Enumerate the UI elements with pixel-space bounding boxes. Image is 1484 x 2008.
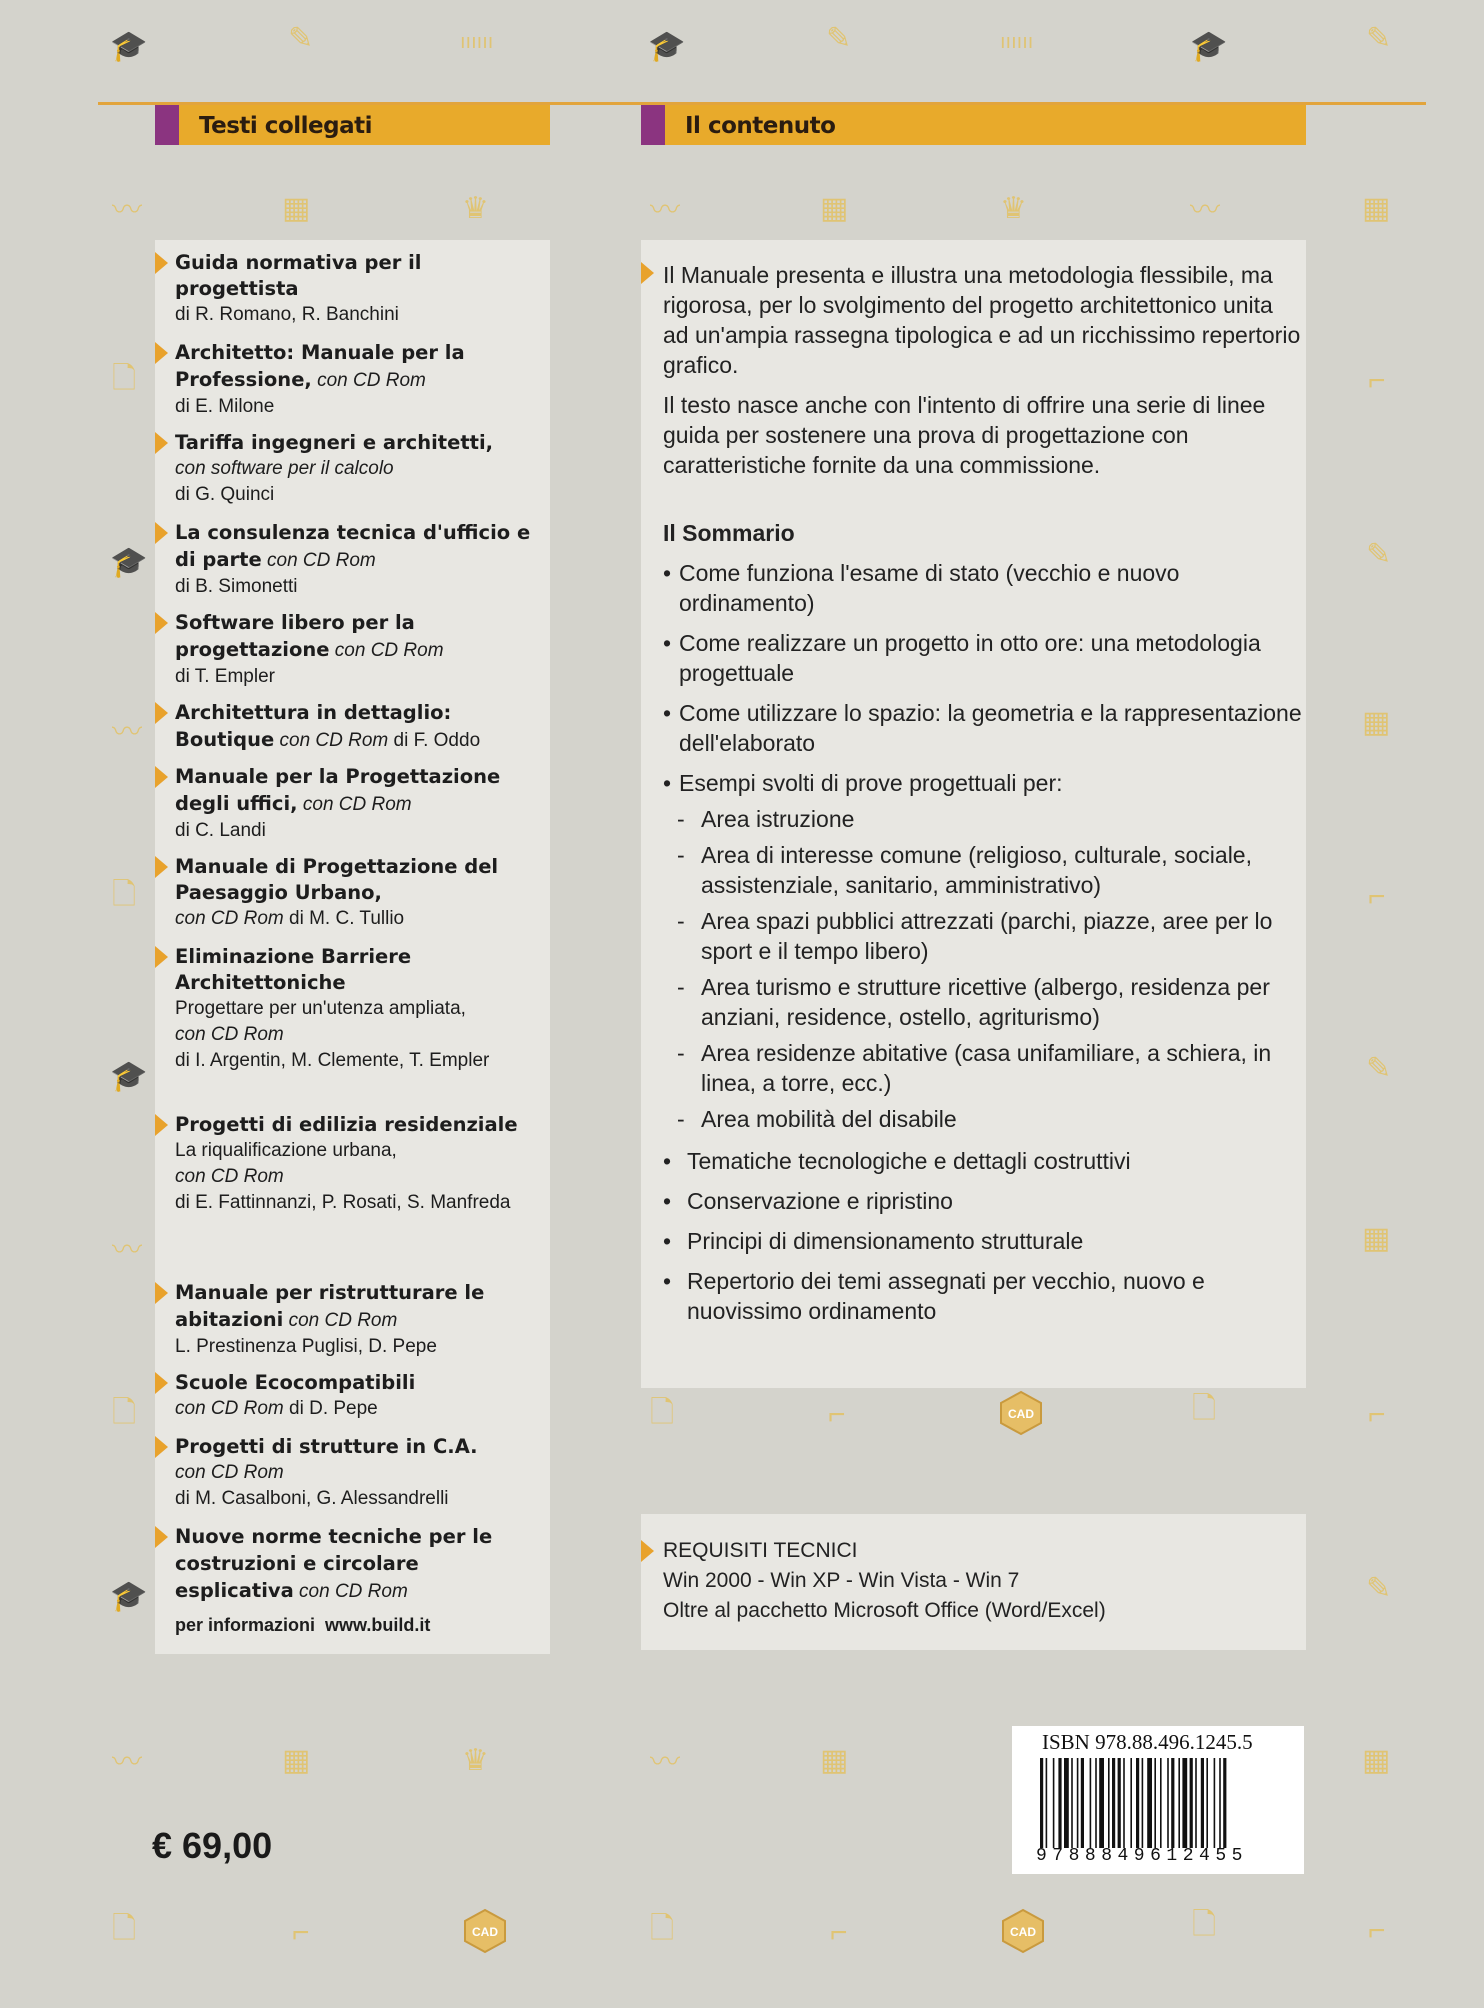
book-title: Progetti di edilizia residenziale bbox=[175, 1113, 518, 1136]
pencil-icon: ✎ bbox=[1366, 1572, 1392, 1605]
wave-icon: 〰 bbox=[1190, 194, 1220, 227]
crown-icon: ♛ bbox=[462, 1744, 489, 1777]
website-link[interactable]: www.build.it bbox=[325, 1615, 431, 1635]
book-title: La consulenza tecnica d'ufficio e di parte bbox=[175, 521, 531, 571]
arrow-icon bbox=[155, 1282, 168, 1304]
arrow-icon bbox=[155, 252, 168, 274]
summary-subitem: - Area turismo e strutture ricettive (albergo, residenza per anziani, residence, ostello, agriturismo) bbox=[663, 972, 1303, 1032]
pencil-icon: ✎ bbox=[1366, 538, 1392, 571]
book-author: di D. Pepe bbox=[289, 1398, 378, 1419]
barcode-bar bbox=[1130, 1758, 1132, 1848]
book-item bbox=[175, 1280, 535, 1360]
barcode-bar bbox=[1090, 1758, 1092, 1848]
summary-title: Il Sommario bbox=[663, 520, 795, 546]
header-accent bbox=[641, 105, 665, 145]
arrow-icon bbox=[155, 522, 168, 544]
cad-hexagon-icon bbox=[462, 1908, 508, 1954]
book-format: con CD Rom bbox=[175, 1024, 284, 1045]
book-item bbox=[175, 520, 535, 600]
book-author: di G. Quinci bbox=[175, 484, 275, 505]
barcode-bar bbox=[1206, 1758, 1208, 1848]
content-text bbox=[663, 260, 1303, 1326]
book-item bbox=[175, 1434, 535, 1512]
summary-item: • Come realizzare un progetto in otto ore: una metodologia progettuale bbox=[663, 628, 1303, 688]
book-subtitle: La riqualificazione urbana, bbox=[175, 1140, 397, 1161]
book-author: di T. Empler bbox=[175, 666, 275, 687]
barcode-bar bbox=[1182, 1758, 1187, 1848]
graduation-cap-icon: 🎓 bbox=[110, 30, 148, 63]
book-item bbox=[175, 854, 535, 932]
graduation-cap-icon: 🎓 bbox=[1190, 30, 1228, 63]
book-title: Tariffa ingegneri e architetti, bbox=[175, 431, 494, 454]
barcode-bar bbox=[1167, 1758, 1169, 1848]
arrow-icon bbox=[155, 702, 168, 724]
book-author: di M. Casalboni, G. Alessandrelli bbox=[175, 1488, 449, 1509]
book-item bbox=[175, 430, 535, 508]
wave-icon: 〰 bbox=[112, 1234, 142, 1267]
pencil-icon: ✎ bbox=[826, 22, 852, 55]
wave-icon: 〰 bbox=[650, 194, 680, 227]
ruler-icon: ıııııı bbox=[460, 31, 494, 53]
svg-text:CAD: CAD bbox=[472, 1925, 498, 1939]
summary-item: • Conservazione e ripristino bbox=[663, 1186, 1303, 1216]
left-section-header bbox=[155, 105, 550, 145]
book-author: L. Prestinenza Puglisi, D. Pepe bbox=[175, 1336, 437, 1357]
barcode-bar bbox=[1123, 1758, 1125, 1848]
arrow-icon bbox=[641, 1540, 654, 1562]
frame-icon: ⌐ bbox=[1368, 1398, 1386, 1431]
frame-icon: ⌐ bbox=[1368, 1914, 1386, 1947]
price: € 69,00 bbox=[152, 1825, 273, 1866]
cad-hexagon-icon bbox=[1000, 1908, 1046, 1954]
book-item bbox=[175, 700, 535, 754]
graduation-cap-icon: 🎓 bbox=[110, 1580, 148, 1613]
frame-icon: ⌐ bbox=[1368, 880, 1386, 913]
grid-icon: ▦ bbox=[282, 1744, 311, 1777]
book-item bbox=[175, 944, 535, 1074]
book-format: con CD Rom bbox=[317, 370, 426, 391]
barcode-digits: 9788849612455 bbox=[1036, 1846, 1248, 1866]
barcode-bar bbox=[1178, 1758, 1180, 1848]
barcode-box bbox=[1012, 1726, 1304, 1874]
book-title: Architettura in dettaglio: Boutique bbox=[175, 701, 452, 751]
graduation-cap-icon: 🎓 bbox=[648, 30, 686, 63]
book-author: di E. Milone bbox=[175, 396, 275, 417]
document-icon: 🗋 bbox=[1192, 1392, 1217, 1425]
info-label: per informazioni bbox=[175, 1615, 316, 1635]
book-author: di I. Argentin, M. Clemente, T. Empler bbox=[175, 1050, 490, 1071]
document-icon: 🗋 bbox=[1192, 1908, 1217, 1941]
book-author: di R. Romano, R. Banchini bbox=[175, 304, 399, 325]
barcode-bar bbox=[1171, 1758, 1174, 1848]
barcode-bar bbox=[1201, 1758, 1204, 1848]
arrow-icon bbox=[155, 946, 168, 968]
header-accent bbox=[155, 105, 179, 145]
book-item bbox=[175, 340, 535, 420]
book-title: Eliminazione Barriere Architettoniche bbox=[175, 945, 412, 994]
summary-subitem: - Area mobilità del disabile bbox=[663, 1104, 1303, 1134]
requirements-software: Oltre al pacchetto Microsoft Office (Word/Excel) bbox=[663, 1599, 1106, 1622]
barcode-bar bbox=[1214, 1758, 1216, 1848]
book-title: Nuove norme tecniche per le costruzioni e circolare esplicativa bbox=[175, 1525, 493, 1602]
barcode bbox=[1040, 1758, 1290, 1854]
book-subtitle: Progettare per un'utenza ampliata, bbox=[175, 998, 466, 1019]
barcode-bar bbox=[1099, 1758, 1104, 1848]
related-books-panel bbox=[155, 240, 550, 1654]
barcode-bar bbox=[1190, 1758, 1193, 1848]
summary-subitem: - Area istruzione bbox=[663, 804, 1303, 834]
book-title: Progetti di strutture in C.A. bbox=[175, 1435, 478, 1458]
barcode-bar bbox=[1077, 1758, 1079, 1848]
barcode-bar bbox=[1058, 1758, 1061, 1848]
book-format: con CD Rom bbox=[334, 640, 444, 661]
grid-icon: ▦ bbox=[820, 1744, 849, 1777]
document-icon: 🗋 bbox=[112, 1396, 137, 1429]
intro-paragraph: Il testo nasce anche con l'intento di offrire una serie di linee guida per sostenere una prova di progettazione con caratteristiche fornite da una commissione. bbox=[663, 392, 1266, 478]
book-author: di M. C. Tullio bbox=[289, 908, 405, 929]
grid-icon: ▦ bbox=[1362, 192, 1391, 225]
frame-icon: ⌐ bbox=[1368, 364, 1386, 397]
document-icon: 🗋 bbox=[650, 1396, 675, 1429]
book-item bbox=[175, 1370, 535, 1422]
frame-icon: ⌐ bbox=[292, 1916, 310, 1949]
wave-icon: 〰 bbox=[112, 194, 142, 227]
barcode-bar bbox=[1118, 1758, 1121, 1848]
book-format: con CD Rom bbox=[175, 1462, 284, 1483]
arrow-icon bbox=[641, 262, 654, 284]
book-author: di E. Fattinnanzi, P. Rosati, S. Manfreda bbox=[175, 1192, 511, 1213]
barcode-bar bbox=[1142, 1758, 1144, 1848]
barcode-bar bbox=[1223, 1758, 1226, 1848]
summary-item: • Come funziona l'esame di stato (vecchio e nuovo ordinamento) bbox=[663, 558, 1303, 618]
book-item bbox=[175, 1112, 535, 1216]
book-author: di C. Landi bbox=[175, 820, 266, 841]
requirements-text bbox=[663, 1536, 1303, 1626]
summary-item: • Come utilizzare lo spazio: la geometria e la rappresentazione dell'elaborato bbox=[663, 698, 1303, 758]
frame-icon: ⌐ bbox=[830, 1916, 848, 1949]
book-format: con CD Rom bbox=[299, 1581, 408, 1602]
barcode-bar bbox=[1046, 1758, 1048, 1848]
barcode-bar bbox=[1154, 1758, 1156, 1848]
book-format: con CD Rom bbox=[175, 1166, 284, 1187]
requirements-panel bbox=[641, 1514, 1306, 1650]
arrow-icon bbox=[155, 766, 168, 788]
summary-subitem: - Area residenze abitative (casa unifamiliare, a schiera, in linea, a torre, ecc.) bbox=[663, 1038, 1303, 1098]
summary-item: • Tematiche tecnologiche e dettagli costruttivi bbox=[663, 1146, 1303, 1176]
arrow-icon bbox=[155, 612, 168, 634]
wave-icon: 〰 bbox=[650, 1746, 680, 1779]
book-format: con CD Rom bbox=[175, 1398, 284, 1419]
barcode-bar bbox=[1219, 1758, 1221, 1848]
book-title: Manuale per ristrutturare le abitazioni bbox=[175, 1281, 485, 1331]
barcode-bar bbox=[1053, 1758, 1055, 1848]
book-title: Guida normativa per il progettista bbox=[175, 251, 422, 300]
graduation-cap-icon: 🎓 bbox=[110, 546, 148, 579]
summary-item: • Repertorio dei temi assegnati per vecchio, nuovo e nuovissimo ordinamento bbox=[663, 1266, 1303, 1326]
pencil-icon: ✎ bbox=[1366, 22, 1392, 55]
crown-icon: ♛ bbox=[1000, 192, 1027, 225]
content-panel bbox=[641, 240, 1306, 1388]
book-title: Manuale di Progettazione del Paesaggio Urbano, bbox=[175, 855, 499, 904]
barcode-bar bbox=[1147, 1758, 1152, 1848]
arrow-icon bbox=[155, 432, 168, 454]
document-icon: 🗋 bbox=[112, 878, 137, 911]
arrow-icon bbox=[155, 1114, 168, 1136]
wave-icon: 〰 bbox=[112, 1746, 142, 1779]
pencil-icon: ✎ bbox=[1366, 1052, 1392, 1085]
crown-icon: ♛ bbox=[462, 192, 489, 225]
summary-subitem: - Area spazi pubblici attrezzati (parchi, piazze, aree per lo sport e il tempo libero) bbox=[663, 906, 1303, 966]
barcode-bar bbox=[1081, 1758, 1084, 1848]
graduation-cap-icon: 🎓 bbox=[110, 1060, 148, 1093]
grid-icon: ▦ bbox=[820, 192, 849, 225]
frame-icon: ⌐ bbox=[828, 1398, 846, 1431]
book-title: Scuole Ecocompatibili bbox=[175, 1371, 416, 1394]
ruler-icon: ıııııı bbox=[1000, 31, 1034, 53]
wave-icon: 〰 bbox=[112, 716, 142, 749]
barcode-bar bbox=[1071, 1758, 1073, 1848]
book-item bbox=[175, 250, 535, 328]
barcode-bar bbox=[1112, 1758, 1115, 1848]
book-format: con CD Rom bbox=[288, 1310, 398, 1331]
svg-text:CAD: CAD bbox=[1010, 1925, 1036, 1939]
book-format: con CD Rom bbox=[175, 908, 284, 929]
grid-icon: ▦ bbox=[282, 192, 311, 225]
publisher-info bbox=[175, 1612, 535, 1638]
barcode-bar bbox=[1108, 1758, 1110, 1848]
book-format: con CD Rom bbox=[267, 550, 376, 571]
book-title: Manuale per la Progettazione degli uffici, bbox=[175, 765, 501, 815]
book-format: con CD Rom bbox=[279, 730, 389, 751]
book-item bbox=[175, 1524, 535, 1605]
book-title: Architetto: Manuale per la Professione, bbox=[175, 341, 465, 391]
barcode-bar bbox=[1064, 1758, 1069, 1848]
intro-paragraph: Il Manuale presenta e illustra una metodologia flessibile, ma rigorosa, per lo svolgimento del progetto architettonico unita ad un'ampia rassegna tipologica e ad un ricchissimo repertorio grafico. bbox=[663, 262, 1301, 378]
arrow-icon bbox=[155, 1372, 168, 1394]
right-header-title: Il contenuto bbox=[685, 113, 836, 139]
barcode-bar bbox=[1040, 1758, 1043, 1848]
arrow-icon bbox=[155, 1526, 168, 1548]
isbn-text: ISBN 978.88.496.1245.5 bbox=[1042, 1730, 1253, 1754]
right-section-header bbox=[641, 105, 1306, 145]
grid-icon: ▦ bbox=[1362, 706, 1391, 739]
document-icon: 🗋 bbox=[650, 1912, 675, 1945]
barcode-bar bbox=[1195, 1758, 1197, 1848]
book-item bbox=[175, 764, 535, 844]
book-item bbox=[175, 610, 535, 690]
summary-item: • Esempi svolti di prove progettuali per: bbox=[663, 768, 1303, 798]
arrow-icon bbox=[155, 1436, 168, 1458]
grid-icon: ▦ bbox=[1362, 1222, 1391, 1255]
barcode-bar bbox=[1160, 1758, 1162, 1848]
document-icon: 🗋 bbox=[112, 1912, 137, 1945]
barcode-bar bbox=[1095, 1758, 1097, 1848]
arrow-icon bbox=[155, 342, 168, 364]
grid-icon: ▦ bbox=[1362, 1744, 1391, 1777]
pencil-icon: ✎ bbox=[288, 22, 314, 55]
book-title: Software libero per la progettazione bbox=[175, 611, 415, 661]
book-format: con software per il calcolo bbox=[175, 458, 394, 479]
document-icon: 🗋 bbox=[112, 362, 137, 395]
summary-item: • Principi di dimensionamento strutturale bbox=[663, 1226, 1303, 1256]
left-header-title: Testi collegati bbox=[199, 113, 372, 139]
summary-subitem: - Area di interesse comune (religioso, culturale, sociale, assistenziale, sanitario, amministrativo) bbox=[663, 840, 1303, 900]
barcode-bar bbox=[1136, 1758, 1139, 1848]
arrow-icon bbox=[155, 856, 168, 878]
book-author: di B. Simonetti bbox=[175, 576, 298, 597]
book-format: con CD Rom bbox=[302, 794, 412, 815]
cad-hexagon-icon bbox=[998, 1390, 1044, 1436]
book-author: di F. Oddo bbox=[393, 730, 481, 751]
requirements-title: REQUISITI TECNICI bbox=[663, 1539, 858, 1562]
requirements-os: Win 2000 - Win XP - Win Vista - Win 7 bbox=[663, 1569, 1020, 1592]
svg-text:CAD: CAD bbox=[1008, 1407, 1034, 1421]
